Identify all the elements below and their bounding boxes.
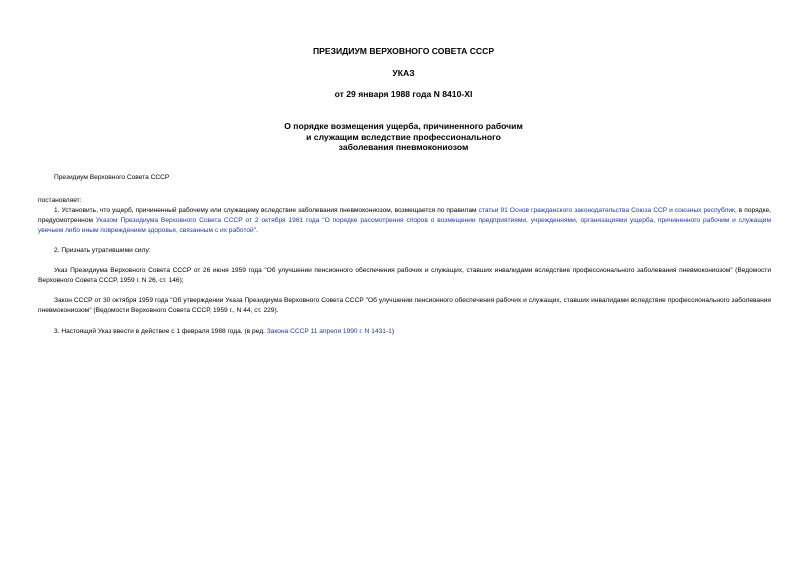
item-1-text: 1. Установить, что ущерб, причиненный рабочему или служащему вследствие заболевания пневмокониозом, возмещается по правилам xyxy=(54,207,479,214)
subject-line: О порядке возмещения ущерба, причиненного рабочим xyxy=(284,121,523,131)
law-1990-link[interactable]: Закона СССР 11 апреля 1990 г. N 1431-1 xyxy=(266,328,392,335)
item-1-text: , в порядке, предусмотренном xyxy=(38,207,771,224)
issuer-title: ПРЕЗИДИУМ ВЕРХОВНОГО СОВЕТА СССР xyxy=(312,46,495,56)
repealed-law-1959: Закон СССР от 30 октября 1959 года "Об утверждении Указа Президиума Верховного Совета СССР "Об улучшении пенсионного обеспечения рабочих и служащих, ставших инвалидами вследствие профессионального заболевания пневмокониозом" (Ведомости Верховного Совета СССР, 1959 г., N 44, ст. 229). xyxy=(38,297,771,314)
paragraph-item-2: 2. Признать утратившими силу: xyxy=(54,247,151,254)
decrees-line: постановляет: xyxy=(38,197,82,204)
document-type: УКАЗ xyxy=(392,68,415,78)
document-date-number: от 29 января 1988 года N 8410-XI xyxy=(334,89,473,99)
civil-code-article-91-link[interactable]: статьи 91 Основ гражданского законодательства Союза ССР и союзных республик xyxy=(478,207,735,214)
paragraph-item-1 xyxy=(38,206,771,236)
subject-line: заболевания пневмокониозом xyxy=(338,142,469,152)
presidium-line: Президиум Верховного Совета СССР xyxy=(54,174,170,181)
paragraph-item-3 xyxy=(38,327,771,337)
item-3-text: ) xyxy=(391,328,395,335)
decree-1961-link[interactable]: Указом Президиума Верховного Совета СССР от 2 октября 1961 года "О порядке рассмотрения споров о возмещении предприятиями, учреждениями, организациями ущерба, причиненного рабочим и служащим увечьем либо иным повреждением здоровья, связанным с их работой" xyxy=(38,217,771,234)
repealed-decree-1959: Указ Президиума Верховного Совета СССР от 26 июня 1959 года "Об улучшении пенсионного обеспечения рабочих и служащих, ставших инвалидами вследствие профессионального заболевания пневмокониозом" (Ведомости Верховного Совета СССР, 1959 г. N 26, ст. 146); xyxy=(38,267,771,284)
item-3-text: 3. Настоящий Указ ввести в действие с 1 февраля 1988 года. (в ред. xyxy=(54,328,267,335)
item-1-text: . xyxy=(256,227,258,234)
subject-line: и служащим вследствие профессионального xyxy=(306,131,501,142)
document-subject xyxy=(0,121,807,153)
